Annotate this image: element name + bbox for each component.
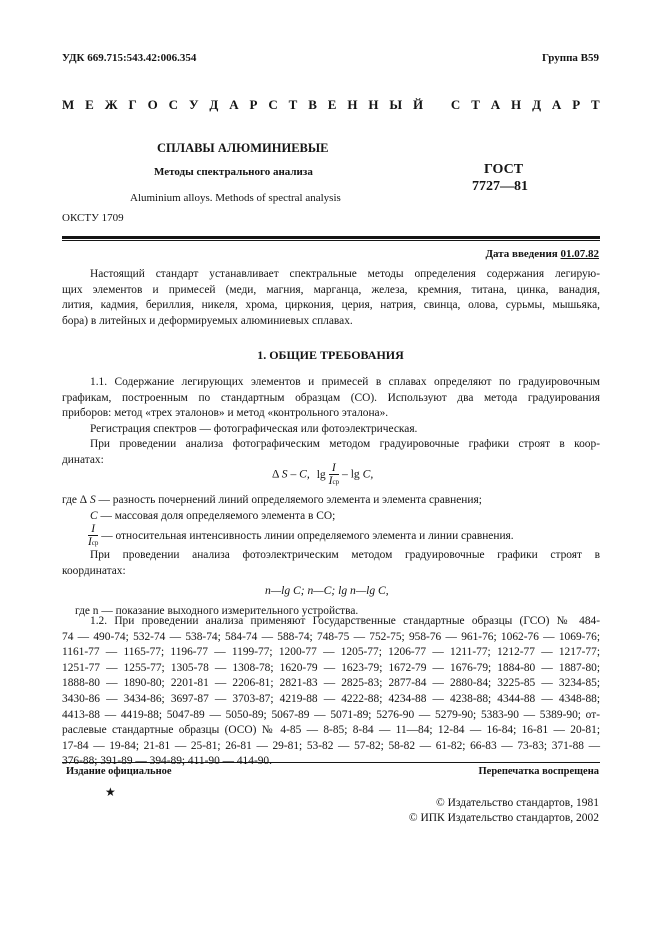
banner-letter: Н bbox=[347, 97, 358, 112]
text-line: щих элементов и примесей (меди, магния, марганца, железа, кремния, титана, цинка, ванадия, bbox=[62, 283, 600, 296]
banner-letter: Ж bbox=[104, 97, 118, 112]
formula-delta: Δ bbox=[272, 467, 279, 481]
banner-letter: С bbox=[268, 97, 278, 112]
banner-letter: Е bbox=[327, 97, 337, 112]
text-line: Настоящий стандарт устанавливает спектральные методы определения содержания легирую- bbox=[90, 268, 600, 280]
banner-letter: А bbox=[490, 97, 501, 112]
standard-english-title: Aluminium alloys. Methods of spectral analysis bbox=[130, 192, 341, 204]
banner-letter: У bbox=[188, 97, 199, 112]
formula-lg: lg bbox=[316, 467, 326, 481]
fraction-numerator: I bbox=[329, 462, 339, 475]
banner-letter: В bbox=[308, 97, 317, 112]
banner-letter: О bbox=[147, 97, 158, 112]
group-code: Группа В59 bbox=[541, 52, 599, 64]
text-line: 1161-77 — 1165-77; 1196-77 — 1199-77; 1200-77 — 1205-77; 1206-77 — 1211-77; 1212-77 — 1217-77; bbox=[62, 646, 600, 659]
formula-dash: – bbox=[290, 467, 297, 481]
banner-letter: Н bbox=[511, 97, 522, 112]
paragraph-1-2 bbox=[62, 614, 600, 770]
paragraph-photoelectric bbox=[62, 548, 600, 579]
text-line: При проведении анализа фотоэлектрическим методом градуировочные графики строят в bbox=[90, 549, 600, 561]
banner-letter: М bbox=[62, 97, 75, 112]
text-line: бора) в литейных и деформируемых алюминиевых сплавах. bbox=[62, 314, 353, 327]
legend-fraction: $\frac{I}{\text{Iср}}$ bbox=[88, 523, 99, 548]
text-line: 4413-88 — 4419-88; 5047-89 — 5050-89; 5067-89 — 5071-89; 5276-90 — 5279-90; 5383-90 — 5389-90; от- bbox=[62, 708, 600, 721]
oksty-code: ОКСТУ 1709 bbox=[62, 212, 124, 224]
text-line: динатах: bbox=[62, 453, 104, 466]
text-line: 1.1. Содержание легирующих элементов и примесей в сплавах определяют по градуировочным bbox=[90, 376, 600, 388]
banner-letter: Е bbox=[85, 97, 94, 112]
intro-paragraph bbox=[62, 267, 600, 329]
standard-subtitle: Методы спектрального анализа bbox=[154, 166, 313, 178]
legend-c: C — массовая доля определяемого элемента в СО; bbox=[90, 510, 336, 522]
section-heading: 1. ОБЩИЕ ТРЕБОВАНИЯ bbox=[257, 348, 404, 362]
formula-c2: C, bbox=[362, 467, 374, 481]
formula-photographic bbox=[272, 462, 373, 488]
text-line: лития, кадмия, бериллия, никеля, хрома, циркония, церия, натрия, свинца, олова, сурьмы, мышьяка, bbox=[62, 299, 600, 312]
banner-letter: Ы bbox=[389, 97, 403, 112]
introduction-date bbox=[485, 248, 599, 260]
banner-letter: А bbox=[551, 97, 562, 112]
banner-gap bbox=[434, 97, 440, 113]
copyright-2002: © ИПК Издательство стандартов, 2002 bbox=[408, 812, 599, 824]
text-line: 1251-77 — 1255-77; 1305-78 — 1308-78; 1620-79 — 1623-79; 1672-79 — 1676-79; 1884-80 — 1887-80; bbox=[62, 661, 600, 674]
text-line: 3430-86 — 3434-86; 3697-87 — 3703-87; 4219-88 — 4222-88; 4234-88 — 4238-88; 4344-88 — 4348-88; bbox=[62, 692, 600, 705]
gost-number: 7727—81 bbox=[472, 179, 528, 194]
text-line: графикам, построенным по стандартным образцам (СО). Используют два метода градуирования bbox=[62, 391, 600, 404]
copyright-1981: © Издательство стандартов, 1981 bbox=[435, 797, 599, 809]
reprint-prohibited: Перепечатка воспрещена bbox=[478, 766, 599, 777]
fraction-denominator: Iср bbox=[328, 474, 340, 487]
banner-letter: Н bbox=[368, 97, 379, 112]
introduction-date-label: Дата введения bbox=[485, 248, 558, 260]
standard-title: СПЛАВЫ АЛЮМИНИЕВЫЕ bbox=[157, 141, 329, 155]
text-line: 17-84 — 19-84; 21-81 — 25-81; 26-81 — 29-81; 53-82 — 57-82; 58-82 — 61-82; 66-83 — 73-83; 371-88 — bbox=[62, 739, 600, 752]
banner-letter: Т bbox=[591, 97, 600, 112]
text-line: 1.2. При проведении анализа применяют Государственные стандартные образцы (ГСО) № 484- bbox=[90, 615, 600, 627]
udk-code: УДК 669.715:543.42:006.354 bbox=[62, 52, 197, 64]
banner-letter: Й bbox=[413, 97, 424, 112]
text-line: 1888-80 — 1890-80; 2201-81 — 2206-81; 2821-83 — 2825-83; 2877-84 — 2880-84; 3225-85 — 3234-85; bbox=[62, 677, 600, 690]
formula-s: S bbox=[281, 467, 288, 481]
text-line: 74 — 490-74; 532-74 — 538-74; 584-74 — 588-74; 748-75 — 752-75; 958-76 — 961-76; 1062-76 — 1069-76; bbox=[62, 630, 600, 643]
banner-letter: Т bbox=[288, 97, 298, 112]
formula-fraction bbox=[329, 462, 339, 488]
banner-letter: Д bbox=[209, 97, 219, 112]
banner-letter: А bbox=[229, 97, 239, 112]
text-line: координатах: bbox=[62, 564, 126, 577]
header-thick-rule bbox=[62, 236, 600, 239]
banner-letter: Р bbox=[249, 97, 258, 112]
legend-n: где n — показание выходного измерительного устройства. bbox=[75, 605, 359, 617]
legend-intensity: $\frac{I}{\text{Iср}}$ — относительная интенсивность линии определяемого элемента и линии сравнения. bbox=[88, 523, 514, 548]
text-line: раслевые стандартные образцы (ОСО) № 4-85 — 8-85; 8-84 — 11—84; 12-84 — 16-84; 16-81 — 20-81; bbox=[62, 724, 600, 737]
banner-letter: Т bbox=[471, 97, 480, 112]
text-line: приборов: метод «трех эталонов» и метод «контрольного эталона». bbox=[62, 407, 389, 420]
text-line: При проведении анализа фотографическим методом градуировочные графики строят в коор- bbox=[90, 438, 600, 451]
banner-letter: Г bbox=[128, 97, 137, 112]
standard-banner bbox=[62, 97, 600, 113]
banner-letter: Р bbox=[572, 97, 581, 112]
formula-photoelectric: n—lg C; n—C; lg n—lg C, bbox=[265, 584, 389, 597]
official-edition: Издание официальное bbox=[66, 766, 172, 777]
text-line: Регистрация спектров — фотографическая или фотоэлектрическая. bbox=[90, 422, 418, 435]
paragraph-1-1 bbox=[62, 375, 600, 469]
legend-delta-s: где Δ S — разность почернений линий определяемого элемента и элемента сравнения; bbox=[62, 494, 482, 506]
footer-rule bbox=[62, 762, 600, 763]
formula-c: C, bbox=[299, 467, 310, 481]
banner-letter: С bbox=[168, 97, 179, 112]
gost-label: ГОСТ bbox=[484, 162, 524, 177]
formula-tail: – lg bbox=[342, 467, 360, 481]
banner-letter: С bbox=[450, 97, 461, 112]
header-thin-rule bbox=[62, 240, 600, 241]
introduction-date-value: 01.07.82 bbox=[560, 248, 599, 260]
banner-letter: Д bbox=[532, 97, 542, 112]
star-icon: ★ bbox=[105, 785, 116, 799]
